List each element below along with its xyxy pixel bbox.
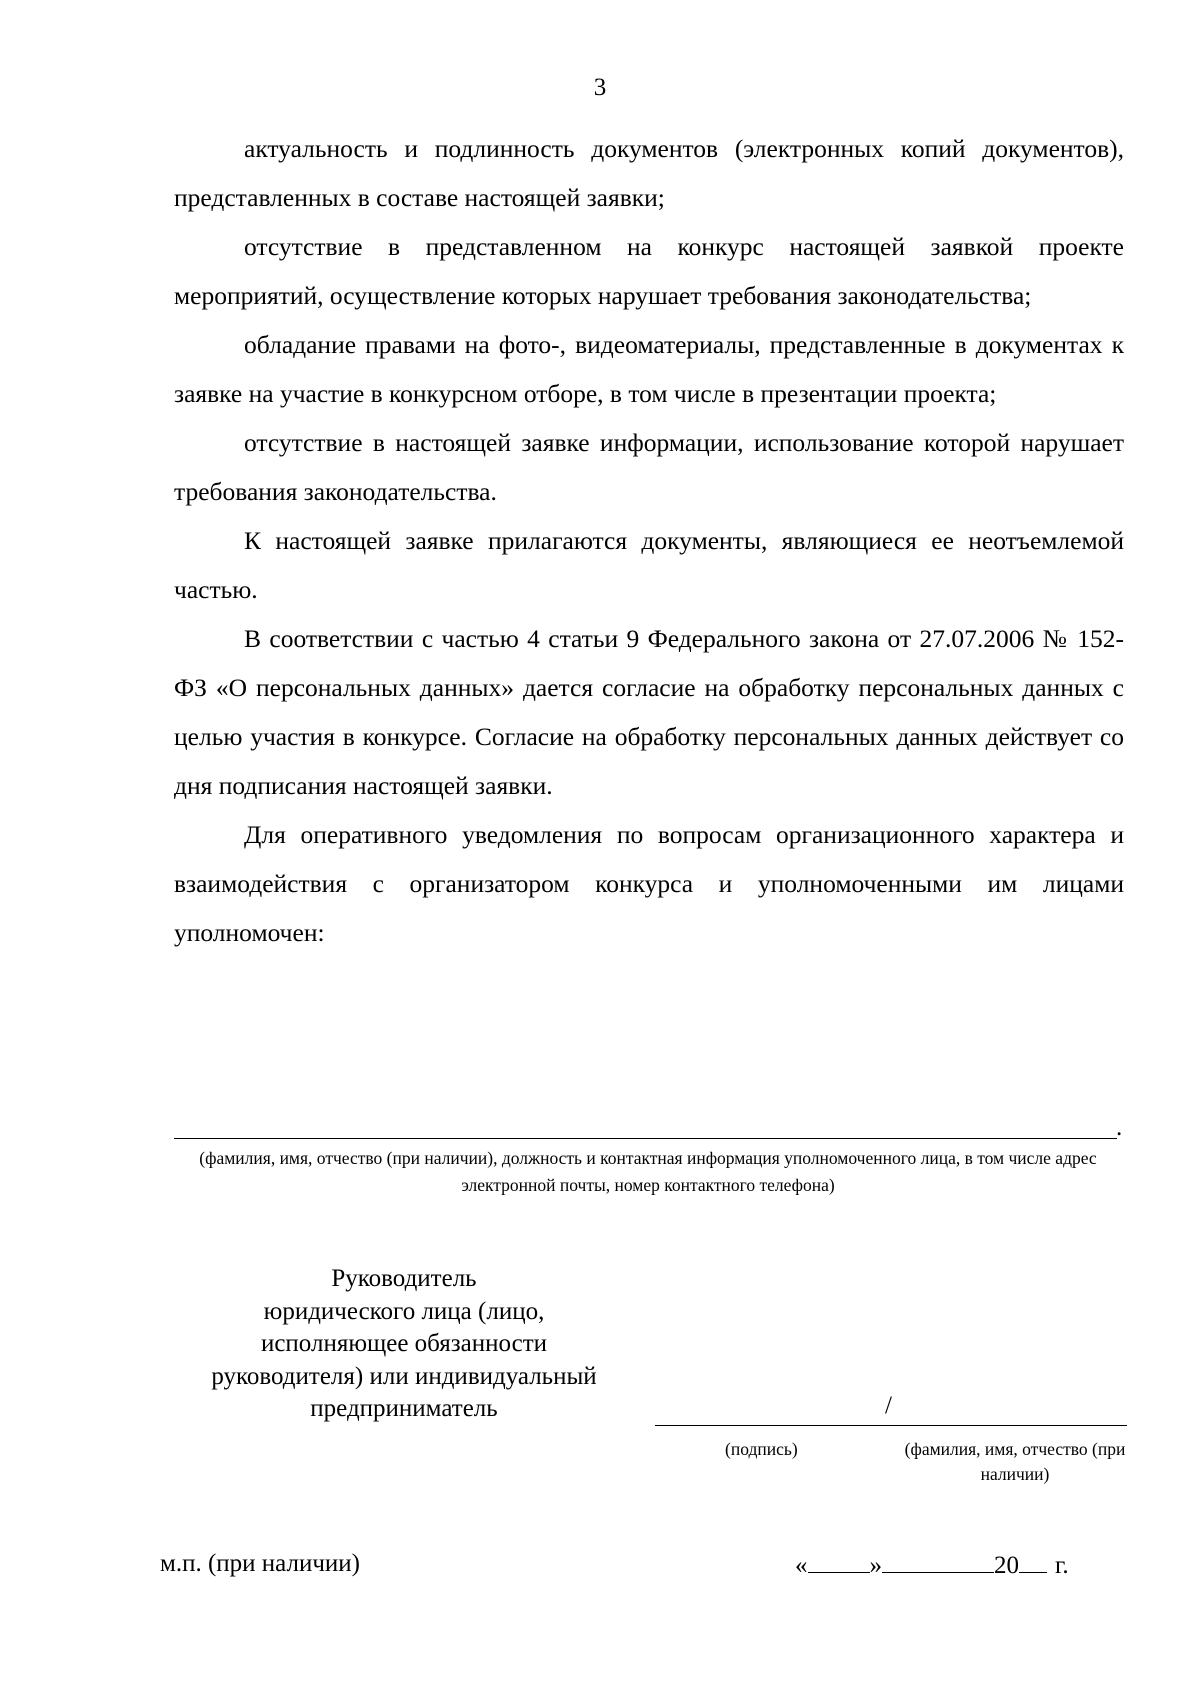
date-century: 20 xyxy=(994,1552,1019,1579)
signer-title xyxy=(174,1263,634,1426)
paragraph-no-illegal-activities: отсутствие в представленном на конкурс настоящей заявкой проекте мероприятий, осуществление которых нарушает требования законодательства; xyxy=(174,232,1124,310)
paragraph-personal-data-consent: В соответствии с частью 4 статьи 9 Федерального закона от 27.07.2006 № 152-ФЗ «О персональных данных» дается согласие на обработку персональных данных с целью участия в конкурсе. Согласие на обработку персональных данных действует со дня подписания настоящей заявки. xyxy=(174,624,1124,800)
signature-field[interactable] xyxy=(655,1425,1127,1426)
authorized-person-caption: (фамилия, имя, отчество (при наличии), должность и контактная информация уполномоченного лица, в том числе адрес электронной почты, номер контактного телефона) xyxy=(199,1148,1097,1195)
date-year-field[interactable] xyxy=(1019,1547,1047,1573)
date-close-quote: » xyxy=(869,1552,882,1579)
signer-title-line: юридического лица (лицо, xyxy=(263,1297,545,1325)
paragraph-media-rights: обладание правами на фото-, видеоматериалы, представленные в документах к заявке на участие в конкурсном отборе, в том числе в презентации проекта; xyxy=(174,330,1124,408)
paragraph-document-authenticity: актуальность и подлинность документов (электронных копий документов), представленных в составе настоящей заявки; xyxy=(174,134,1124,212)
stamp-label: м.п. (при наличии) xyxy=(160,1550,360,1577)
authorized-person-line-end: . xyxy=(1116,1114,1123,1141)
date-month-field[interactable] xyxy=(882,1547,994,1573)
date-field xyxy=(795,1547,1069,1583)
date-suffix: г. xyxy=(1055,1552,1069,1579)
paragraph-authorized-person: Для оперативного уведомления по вопросам организационного характера и взаимодействия с организатором конкурса и уполномоченными им лицами уполномочен: xyxy=(174,820,1124,947)
application-body xyxy=(174,124,1124,957)
paragraph-attached-documents: К настоящей заявке прилагаются документы, являющиеся ее неотъемлемой частью. xyxy=(174,526,1124,604)
paragraph-no-illegal-information: отсутствие в настоящей заявке информации, использование которой нарушает требования законодательства. xyxy=(174,428,1124,506)
signature-caption: (подпись) xyxy=(725,1439,798,1459)
page-number: 3 xyxy=(593,74,607,101)
signature-separator: / xyxy=(885,1392,892,1419)
date-day-field[interactable] xyxy=(808,1547,870,1573)
signer-title-line: предприниматель xyxy=(310,1395,498,1422)
signer-title-line: Руководитель xyxy=(331,1265,477,1292)
name-caption: (фамилия, имя, отчество (при наличии) xyxy=(904,1439,1126,1484)
signer-title-line: руководителя) или индивидуальный xyxy=(211,1362,597,1390)
authorized-person-field[interactable] xyxy=(174,1138,1117,1139)
signer-title-line: исполняющее обязанности xyxy=(260,1330,548,1357)
date-open-quote: « xyxy=(795,1552,808,1579)
